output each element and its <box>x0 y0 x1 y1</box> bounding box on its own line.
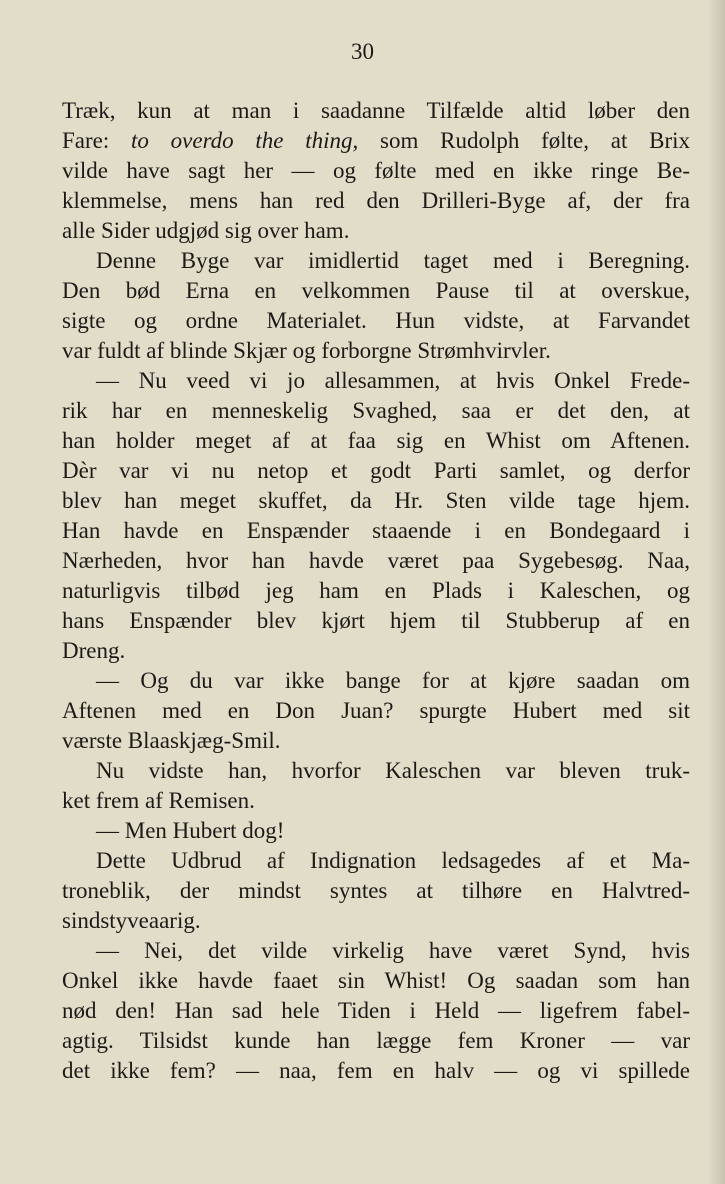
text-line: Aftenen med en Don Juan? spurgte Hubert med sit <box>62 698 690 723</box>
text-line: rik har en menneskelig Svaghed, saa er det den, at <box>62 398 690 423</box>
text-line: — Nei, det vilde virkelig have været Synd, hvis <box>96 938 690 963</box>
text-line: Den bød Erna en velkommen Pause til at overskue, <box>62 278 690 303</box>
text-line: Nu vidste han, hvorfor Kaleschen var bleven truk- <box>96 758 690 783</box>
text-line: agtig. Tilsidst kunde han lægge fem Kroner — var <box>62 1028 690 1053</box>
text-line: han holder meget af at faa sig en Whist om Aftenen. <box>62 428 690 453</box>
text-segment: som Rudolph følte, at Brix <box>358 128 690 153</box>
italic-phrase: to overdo the thing, <box>131 128 359 153</box>
text-line: sindstyveaarig. <box>62 908 201 933</box>
text-line: værste Blaaskjæg-Smil. <box>62 728 281 753</box>
page-edge-shadow <box>707 0 725 1184</box>
text-line: ket frem af Remisen. <box>62 788 255 813</box>
text-line: nød den! Han sad hele Tiden i Held — ligefrem fabel- <box>62 998 690 1023</box>
body-text <box>62 96 690 1086</box>
text-line: Dette Udbrud af Indignation ledsagedes af et Ma- <box>96 848 690 873</box>
text-line: — Og du var ikke bange for at kjøre saadan om <box>96 668 690 693</box>
page-number: 30 <box>351 39 374 64</box>
text-line: Denne Byge var imidlertid taget med i Beregning. <box>96 248 690 273</box>
text-line: Dreng. <box>62 638 126 663</box>
text-line: Han havde en Enspænder staaende i en Bondegaard i <box>62 518 690 543</box>
text-line: Træk, kun at man i saadanne Tilfælde altid løber den <box>62 98 690 123</box>
text-line: troneblik, der mindst syntes at tilhøre en Halvtred- <box>62 878 690 903</box>
text-line: vilde have sagt her — og følte med en ikke ringe Be- <box>62 158 690 183</box>
text-line: hans Enspænder blev kjørt hjem til Stubberup af en <box>62 608 690 633</box>
text-segment: Fare: <box>62 128 132 153</box>
text-line: var fuldt af blinde Skjær og forborgne Strømhvirvler. <box>62 338 551 363</box>
text-line: Onkel ikke havde faaet sin Whist! Og saadan som han <box>62 968 690 993</box>
text-line <box>62 126 690 156</box>
text-line: blev han meget skuffet, da Hr. Sten vilde tage hjem. <box>62 488 690 513</box>
text-line: alle Sider udgjød sig over ham. <box>62 218 350 243</box>
text-line: — Nu veed vi jo allesammen, at hvis Onkel Frede- <box>96 368 690 393</box>
text-line: — Men Hubert dog! <box>96 818 285 843</box>
text-line: naturligvis tilbød jeg ham en Plads i Kaleschen, og <box>62 578 690 603</box>
text-line: klemmelse, mens han red den Drilleri-Byge af, der fra <box>62 188 690 213</box>
text-line: sigte og ordne Materialet. Hun vidste, at Farvandet <box>62 308 690 333</box>
text-line: Dèr var vi nu netop et godt Parti samlet, og derfor <box>62 458 690 483</box>
text-line: Nærheden, hvor han havde været paa Sygebesøg. Naa, <box>62 548 690 573</box>
text-line: det ikke fem? — naa, fem en halv — og vi spillede <box>62 1058 690 1083</box>
